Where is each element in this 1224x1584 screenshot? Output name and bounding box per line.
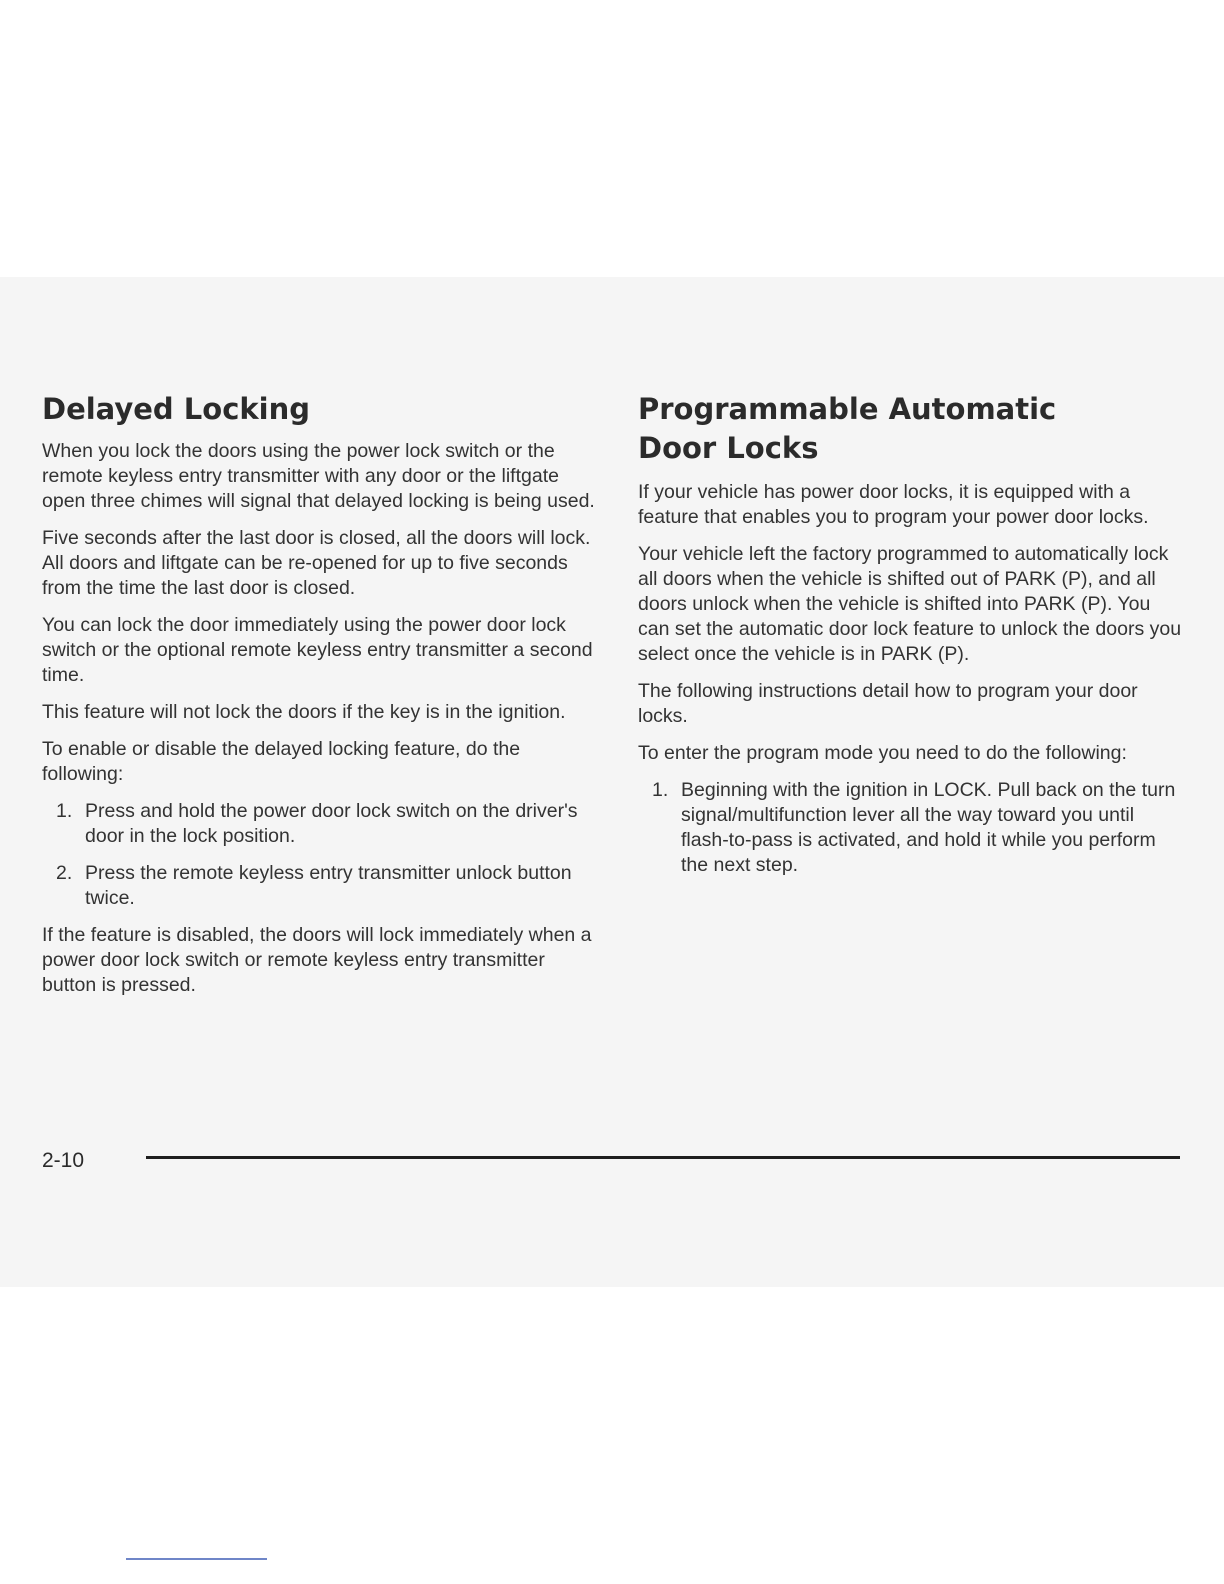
scan-underline-mark <box>126 1558 267 1560</box>
step-text: Press and hold the power door lock switch on the driver's door in the lock position. <box>85 800 578 847</box>
right-column <box>638 390 1184 890</box>
step-number: 1. <box>652 779 669 801</box>
list-item <box>42 799 598 849</box>
section-heading-programmable-locks <box>638 390 1184 468</box>
heading-line: Door Locks <box>638 431 819 465</box>
paragraph: If the feature is disabled, the doors will lock immediately when a power door lock switch or remote keyless entry transmitter button is pressed. <box>42 924 592 996</box>
heading-line: Programmable Automatic <box>638 392 1057 426</box>
list-item <box>638 778 1184 878</box>
paragraph: To enter the program mode you need to do the following: <box>638 742 1127 764</box>
paragraph: This feature will not lock the doors if the key is in the ignition. <box>42 701 566 723</box>
page-number: 2-10 <box>42 1149 85 1172</box>
paragraph: Five seconds after the last door is closed, all the doors will lock. All doors and liftgate can be re-opened for up to five seconds from the time the last door is closed. <box>42 527 591 599</box>
paragraph: If your vehicle has power door locks, it is equipped with a feature that enables you to program your power door locks. <box>638 481 1149 528</box>
footer-divider <box>146 1156 1180 1159</box>
step-text: Beginning with the ignition in LOCK. Pull back on the turn signal/multifunction lever all the way toward you until flash-to-pass is activated, and hold it while you perform the next step. <box>681 779 1176 876</box>
section-heading-delayed-locking: Delayed Locking <box>42 392 311 426</box>
paragraph: When you lock the doors using the power lock switch or the remote keyless entry transmitter with any door or the liftgate open three chimes will signal that delayed locking is being used. <box>42 440 595 512</box>
paragraph: You can lock the door immediately using the power door lock switch or the optional remote keyless entry transmitter a second time. <box>42 614 593 686</box>
list-item <box>42 861 598 911</box>
step-number: 2. <box>56 862 73 884</box>
paragraph: To enable or disable the delayed locking feature, do the following: <box>42 738 521 785</box>
paragraph: The following instructions detail how to program your door locks. <box>638 680 1138 727</box>
paragraph: Your vehicle left the factory programmed to automatically lock all doors when the vehicle is shifted out of PARK (P), and all doors unlock when the vehicle is shifted into PARK (P). You can set the automatic door lock feature to unlock the doors you select once the vehicle is in PARK (P). <box>638 543 1182 665</box>
step-number: 1. <box>56 800 73 822</box>
step-text: Press the remote keyless entry transmitter unlock button twice. <box>85 862 572 909</box>
numbered-steps <box>42 799 598 911</box>
numbered-steps <box>638 778 1184 878</box>
left-column <box>42 390 598 1010</box>
